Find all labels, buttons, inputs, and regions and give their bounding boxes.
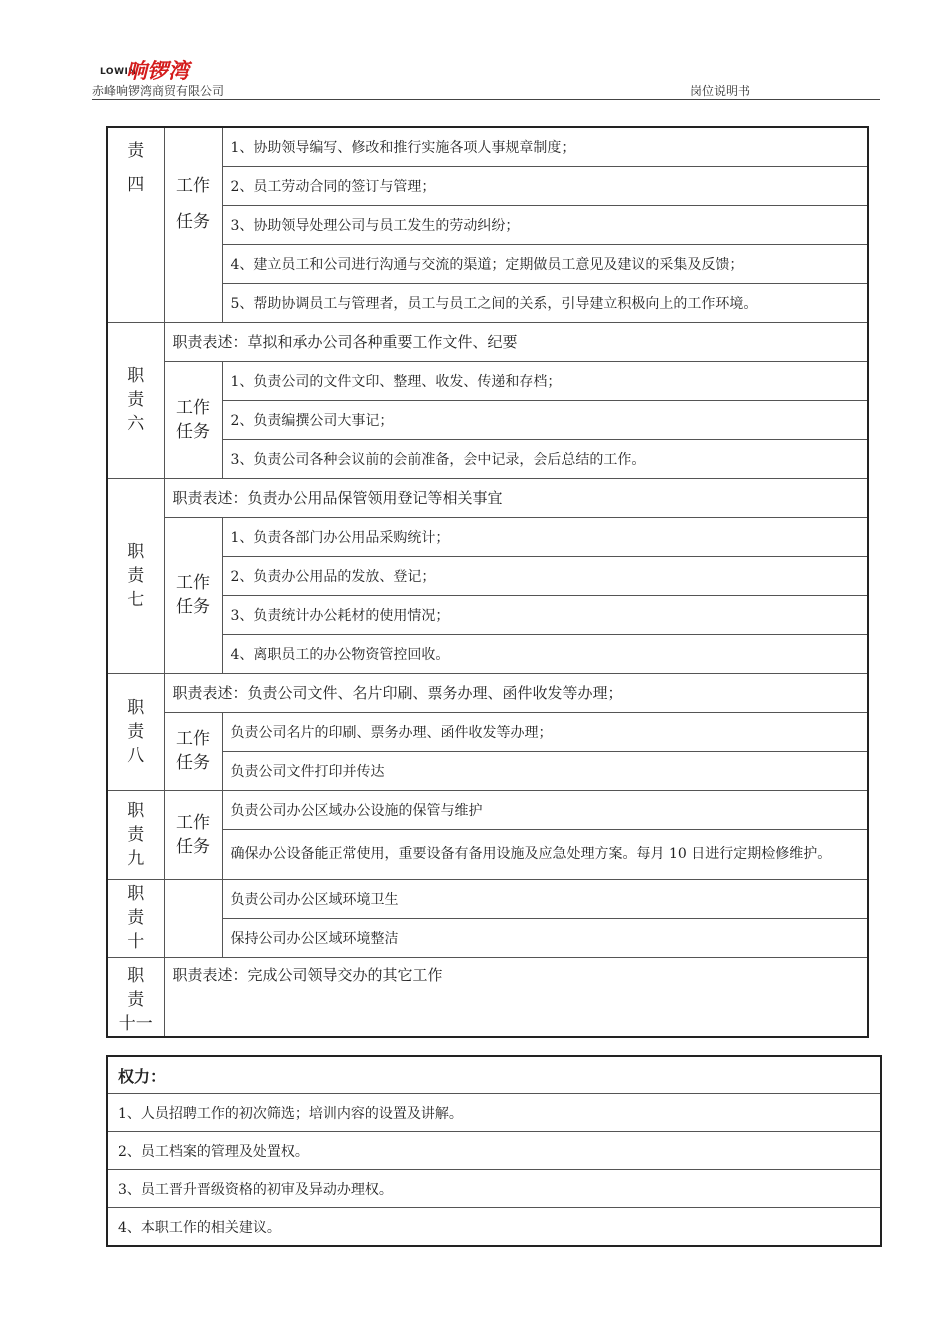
duty-4-task-5: 5、帮助协调员工与管理者，员工与员工之间的关系，引导建立积极向上的工作环境。 [222,283,868,322]
duty-8-task-2: 负责公司文件打印并传达 [222,751,868,790]
duty-7-task-label: 工作 任务 [164,517,222,673]
powers-title: 权力： [107,1056,881,1094]
duty-10-task-1: 负责公司办公区域环境卫生 [222,879,868,918]
duty-8-heading: 职 责 八 [107,673,164,790]
document-type: 岗位说明书 [690,84,751,98]
duty-6-task-label: 工作 任务 [164,361,222,478]
page-header [92,55,880,101]
duty-10-heading: 职 责 十 [107,879,164,957]
duty-4-task-label: 工作 任务 [164,127,222,322]
duty-9-task-label: 工作 任务 [164,790,222,879]
powers-table [106,1055,882,1247]
duty-7-heading: 职 责 七 [107,478,164,673]
duty-6-task-3: 3、负责公司各种会议前的会前准备，会中记录，会后总结的工作。 [222,439,868,478]
duty-10-empty-cell [164,879,222,957]
duty-7-task-1: 1、负责各部门办公用品采购统计； [222,517,868,556]
duty-4-task-2: 2、员工劳动合同的签订与管理； [222,166,868,205]
duty-9-heading: 职 责 九 [107,790,164,879]
duties-table [106,126,869,1038]
duty-8-description: 职责表述：负责公司文件、名片印刷、票务办理、函件收发等办理； [164,673,868,712]
duty-8-task-label: 工作 任务 [164,712,222,790]
duty-4-task-3: 3、协助领导处理公司与员工发生的劳动纠纷； [222,205,868,244]
company-name: 赤峰响锣湾商贸有限公司 [92,84,225,98]
duty-7-task-4: 4、离职员工的办公物资管控回收。 [222,634,868,673]
duty-4-heading: 责 四 [107,127,164,322]
logo-latin: LOWIN [100,67,137,77]
duty-4-task-4: 4、建立员工和公司进行沟通与交流的渠道；定期做员工意见及建议的采集及反馈； [222,244,868,283]
duty-6-heading: 职 责 六 [107,322,164,478]
logo-mark: 响锣湾 [126,59,189,83]
duty-6-description: 职责表述：草拟和承办公司各种重要工作文件、纪要 [164,322,868,361]
duty-7-description: 职责表述：负责办公用品保管领用登记等相关事宜 [164,478,868,517]
duty-9-task-1: 负责公司办公区域办公设施的保管与维护 [222,790,868,829]
duty-11-description: 职责表述：完成公司领导交办的其它工作 [164,957,868,1037]
duty-7-task-3: 3、负责统计办公耗材的使用情况； [222,595,868,634]
duty-10-task-2: 保持公司办公区域环境整洁 [222,918,868,957]
duty-7-task-2: 2、负责办公用品的发放、登记； [222,556,868,595]
duty-4-task-1: 1、协助领导编写、修改和推行实施各项人事规章制度； [222,127,868,166]
power-item-3: 3、员工晋升晋级资格的初审及异动办理权。 [107,1170,881,1208]
power-item-2: 2、员工档案的管理及处置权。 [107,1132,881,1170]
duty-9-task-2: 确保办公设备能正常使用，重要设备有备用设施及应急处理方案。每月 10 日进行定期检修维护。 [222,829,868,879]
duty-11-heading: 职 责 十一 [107,957,164,1037]
power-item-4: 4、本职工作的相关建议。 [107,1208,881,1247]
duty-8-task-1: 负责公司名片的印刷、票务办理、函件收发等办理； [222,712,868,751]
header-divider [92,99,880,100]
power-item-1: 1、人员招聘工作的初次筛选；培训内容的设置及讲解。 [107,1094,881,1132]
duty-6-task-1: 1、负责公司的文件文印、整理、收发、传递和存档； [222,361,868,400]
duty-6-task-2: 2、负责编撰公司大事记； [222,400,868,439]
